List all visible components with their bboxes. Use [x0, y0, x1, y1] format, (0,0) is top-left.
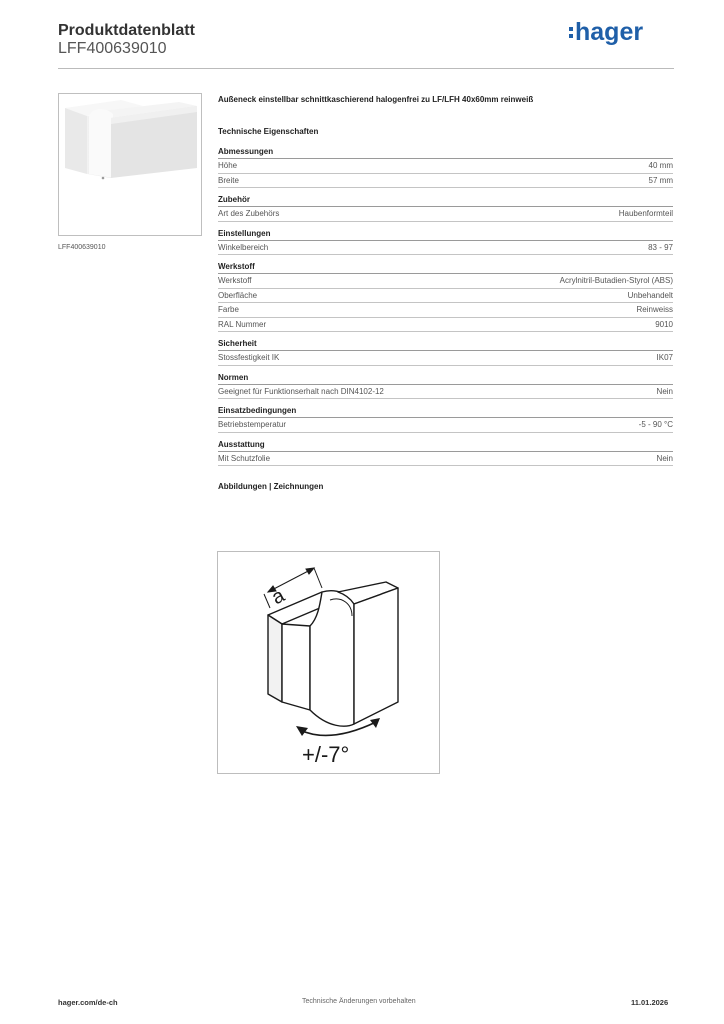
section-title: Einsatzbedingungen	[218, 405, 673, 418]
spec-value: 9010	[655, 319, 673, 329]
spec-label: Höhe	[218, 161, 238, 170]
page-title: Produktdatenblatt	[58, 22, 195, 39]
product-name: Außeneck einstellbar schnittkaschierend halogenfrei zu LF/LFH 40x60mm reinweiß	[218, 95, 534, 104]
spec-label: Breite	[218, 175, 239, 185]
spec-label: Art des Zubehörs	[218, 209, 280, 218]
spec-row	[218, 274, 673, 289]
spec-row	[218, 303, 673, 318]
spec-value: Haubenformteil	[618, 209, 673, 218]
spec-row	[218, 207, 673, 222]
section-title: Normen	[218, 372, 673, 385]
spec-label: Oberfläche	[218, 290, 258, 300]
logo-text: hager	[575, 18, 644, 46]
spec-row	[218, 174, 673, 189]
spec-value: 40 mm	[648, 161, 673, 170]
spec-label: Geeignet für Funktionserhalt nach DIN4102-12	[218, 386, 384, 396]
spec-label: Mit Schutzfolie	[218, 453, 271, 463]
spec-value: 83 - 97	[648, 242, 673, 252]
spec-section	[218, 439, 673, 467]
product-photo	[58, 93, 202, 236]
spec-row	[218, 452, 673, 467]
product-code: LFF400639010	[58, 40, 167, 57]
spec-section	[218, 228, 673, 256]
spec-section	[218, 405, 673, 433]
spec-section	[218, 372, 673, 400]
spec-section	[218, 146, 673, 188]
section-title: Abmessungen	[218, 146, 673, 159]
header-divider	[58, 68, 674, 69]
spec-label: RAL Nummer	[218, 319, 267, 329]
main-content	[218, 95, 673, 491]
spec-value: Nein	[656, 386, 673, 396]
spec-section	[218, 338, 673, 366]
spec-row	[218, 418, 673, 433]
section-title: Zubehör	[218, 194, 673, 207]
technical-drawing	[217, 551, 440, 774]
angle-label: +/-7°	[302, 742, 350, 767]
spec-row	[218, 241, 673, 256]
spec-label: Winkelbereich	[218, 242, 269, 252]
spec-label: Stossfestigkeit IK	[218, 353, 280, 362]
hager-logo	[568, 18, 658, 46]
tech-heading: Technische Eigenschaften	[218, 127, 319, 136]
spec-section	[218, 194, 673, 222]
spec-sections	[218, 146, 673, 466]
section-title: Ausstattung	[218, 439, 673, 452]
spec-value: Acrylnitril-Butadien-Styrol (ABS)	[559, 276, 673, 285]
section-title: Einstellungen	[218, 228, 673, 241]
spec-row	[218, 159, 673, 174]
section-title: Sicherheit	[218, 338, 673, 351]
spec-row	[218, 385, 673, 400]
spec-row	[218, 318, 673, 333]
spec-label: Farbe	[218, 305, 239, 314]
dimension-a-label: a	[268, 584, 289, 610]
spec-label: Werkstoff	[218, 276, 252, 285]
figures-heading: Abbildungen | Zeichnungen	[218, 482, 324, 491]
spec-value: Nein	[656, 453, 673, 463]
spec-value: -5 - 90 °C	[638, 420, 673, 429]
spec-value: IK07	[656, 353, 673, 362]
spec-value: 57 mm	[648, 175, 673, 185]
footer-url[interactable]: hager.com/de-ch	[58, 998, 118, 1007]
section-title: Werkstoff	[218, 261, 673, 274]
footer-note: Technische Änderungen vorbehalten	[302, 998, 416, 1005]
spec-section	[218, 261, 673, 332]
spec-row	[218, 351, 673, 366]
spec-value: Reinweiss	[636, 305, 673, 314]
photo-caption: LFF400639010	[58, 244, 106, 251]
footer-date: 11.01.2026	[631, 998, 669, 1007]
spec-value: Unbehandelt	[627, 290, 673, 300]
spec-row	[218, 289, 673, 304]
spec-label: Betriebstemperatur	[218, 420, 287, 429]
